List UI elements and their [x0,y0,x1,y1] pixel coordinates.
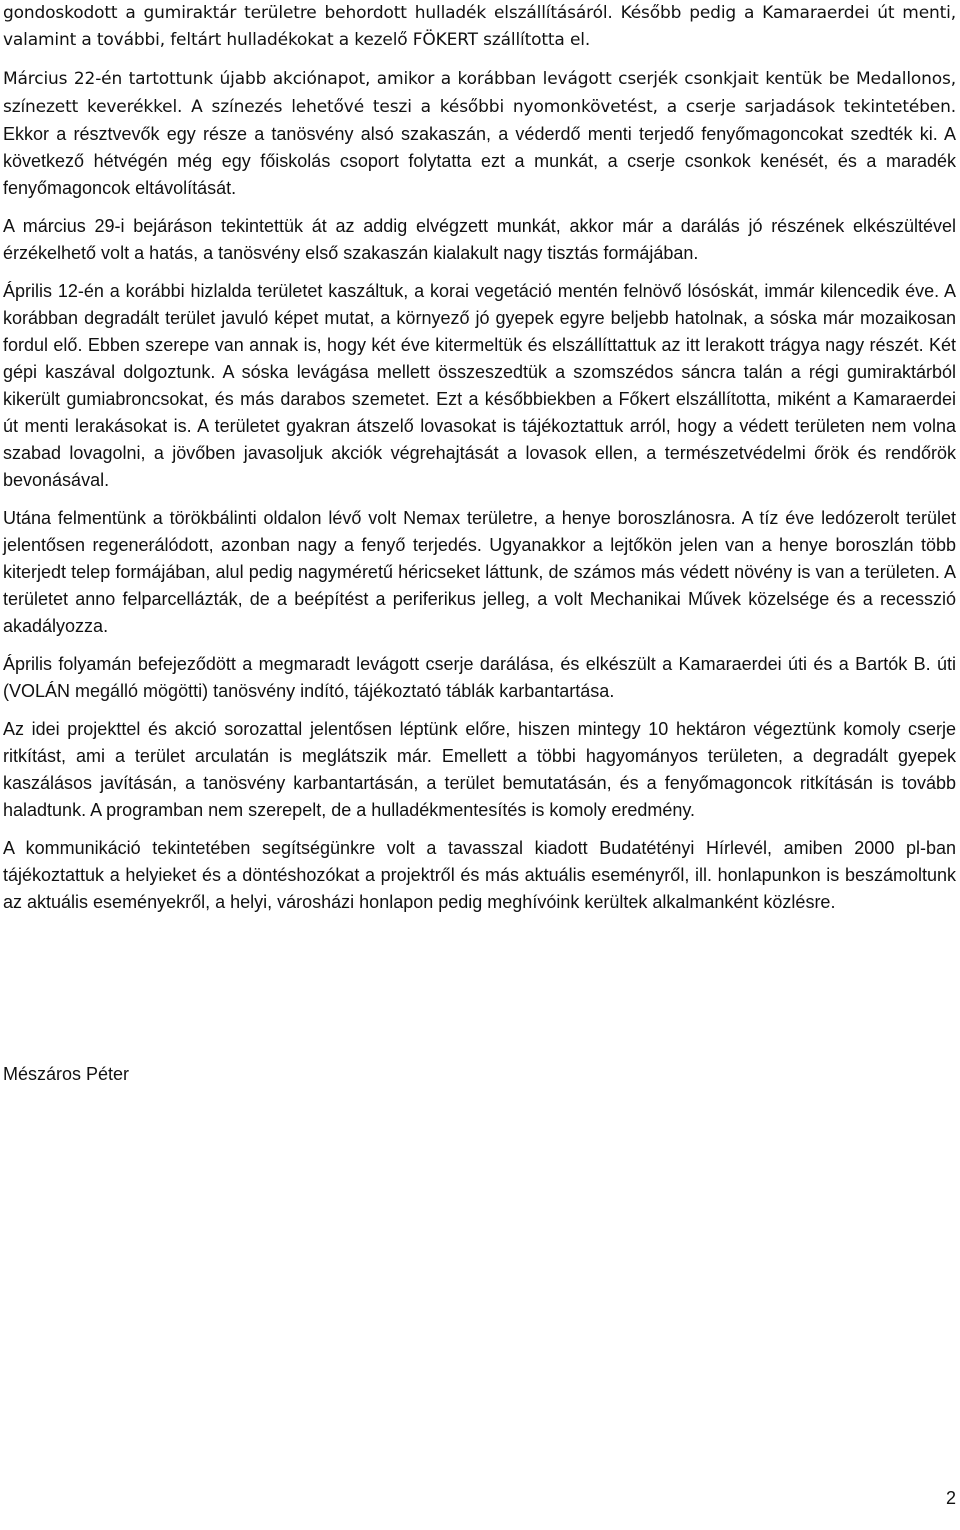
paragraph-2-text-a: Március 22-én tartottunk újabb akciónapot, amikor a korábban levágott cserjék csonkjait kentük be Medallonos, színezett keverékkel. A színezés lehetővé teszi a későbbi nyomonkövetést, a cserje sarjadások tekintetében. [3,69,956,117]
document-body [3,0,956,927]
paragraph-6 [3,651,956,705]
paragraph-2-text-b: Ekkor a résztvevők egy része a tanösvény alsó szakaszán, a véderdő menti terjedő fenyőmagoncokat szedték ki. A következő hétvégén még egy főiskolás csoport folytatta ezt a munkát, a cserje csonkok kenését, és a maradék fenyőmagoncok eltávolítását. [3,124,956,198]
paragraph-5 [3,505,956,640]
paragraph-3 [3,213,956,267]
page-number: 2 [945,1488,956,1508]
paragraph-7 [3,716,956,824]
paragraph-8-text: A kommunikáció tekintetében segítségünkre volt a tavasszal kiadott Budatétényi Hírlevél, amiben 2000 pl-ban tájékoztattuk a helyieket és a döntéshozókat a projektről és más aktuális eseményről, ill. honlapunkon is beszámoltunk az aktuális eseményekről, a helyi, városházi honlapon pedig meghívóink kerültek alkalmanként közlésre. [3,838,956,912]
paragraph-5-text: Utána felmentünk a törökbálinti oldalon lévő volt Nemax területre, a henye boroszlánosra. A tíz éve ledózerolt terület jelentősen regenerálódott, azonban nagy a fenyő terjedés. Ugyanakkor a lejtőkön jelen van a henye boroszlán több kiterjedt telep formájában, alul pedig nagyméretű héricseket láttunk, de számos más védett növény is van a területen. A területet anno felparcellázták, de a beépítést a periferikus jelleg, a volt Mechanikai Művek közelsége és a recesszió akadályozza. [3,508,956,636]
paragraph-3-text: A március 29-i bejáráson tekintettük át az addig elvégzett munkát, akkor már a darálás jó részének elkészültével érzékelhető volt a hatás, a tanösvény első szakaszán kialakult nagy tisztás formájában. [3,216,956,263]
paragraph-4-text: Április 12-én a korábbi hizlalda területet kaszáltuk, a korai vegetáció mentén felnövő lósóskát, immár kilencedik éve. A korábban degradált terület javuló képet mutat, a környező jó gyepek egyre beljebb hatolnak, a sóska már mozaikosan fordul elő. Ebben szerepe van annak is, hogy két éve kitermeltük és elszállíttattuk az itt lerakott trágya nagy részét. Két gépi kaszával dolgoztunk. A sóska levágása mellett összeszedtük a szomszédos sáncra talán a régi gumiraktárból kikerült gumiabroncsokat, és más darabos szemetet. Ezt a későbbiekben a Főkert elszállította, miként a Kamaraerdei út menti lerakásokat is. A területet gyakran átszelő lovasokat is tájékoztattuk arról, hogy a védett területen nem volna szabad lovagolni, a jövőben javasoljuk akciók végrehajtását a lovasok ellen, a természetvédelmi őrök és rendőrök bevonásával. [3,281,956,490]
paragraph-2 [3,65,956,202]
paragraph-1 [3,0,956,54]
author-signature: Mészáros Péter [3,1064,130,1084]
paragraph-8 [3,835,956,916]
paragraph-6-text: Április folyamán befejeződött a megmaradt levágott cserje darálása, és elkészült a Kamaraerdei úti és a Bartók B. úti (VOLÁN megálló mögötti) tanösvény indító, tájékoztató táblák karbantartása. [3,654,956,701]
paragraph-4 [3,278,956,494]
paragraph-7-text: Az idei projekttel és akció sorozattal jelentősen léptünk előre, hiszen mintegy 10 hektáron végeztünk komoly cserje ritkítást, ami a terület arculatán is meglátszik már. Emellett a többi hagyományos területen, a degradált gyepek kaszálásos javításán, a tanösvény karbantartásán, a terület bemutatásán, és a fenyőmagoncok ritkításán is tovább haladtunk. A programban nem szerepelt, de a hulladékmentesítés is komoly eredmény. [3,719,956,820]
paragraph-1-text: gondoskodott a gumiraktár területre behordott hulladék elszállításáról. Később pedig a Kamaraerdei út menti, valamint a további, feltárt hulladékokat a kezelő FÖKERT szállította el. [3,3,956,50]
